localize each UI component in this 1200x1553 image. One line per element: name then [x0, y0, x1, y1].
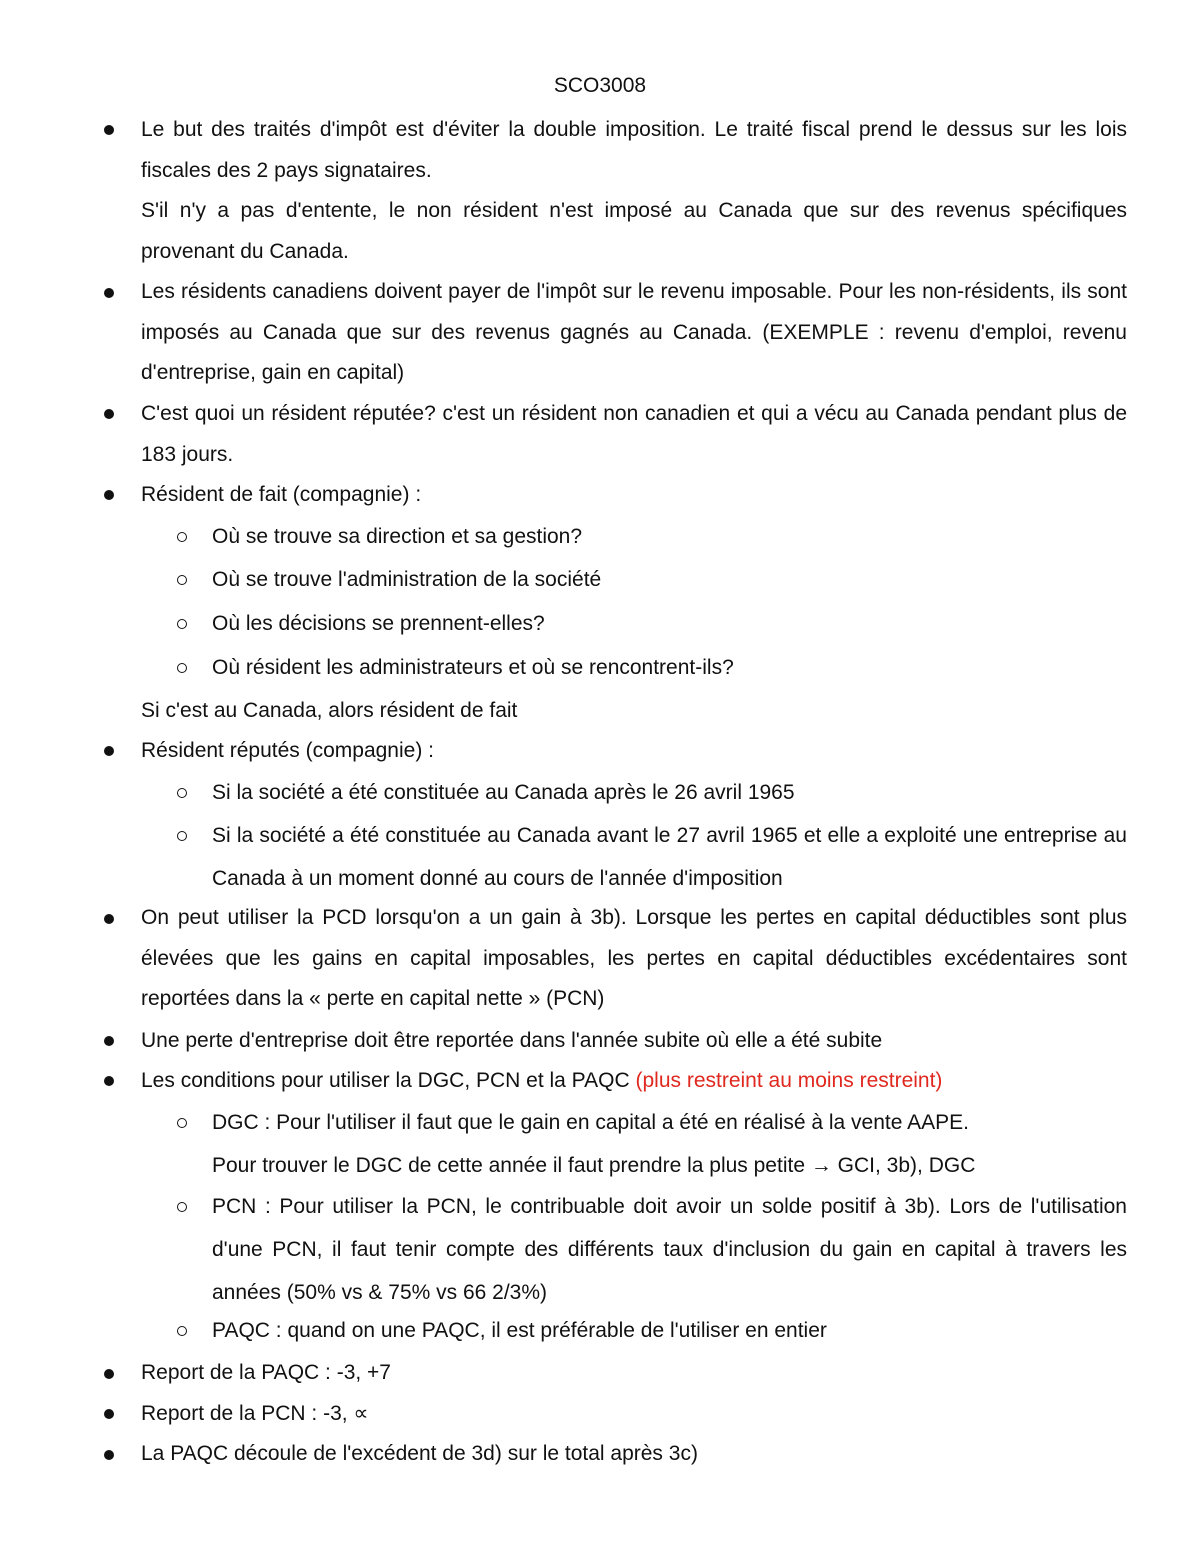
circle-bullet-icon — [177, 1202, 187, 1212]
circle-bullet-icon — [177, 1118, 187, 1128]
sub-list-item: Où les décisions se prennent-elles? — [212, 612, 545, 635]
circle-bullet-icon — [177, 532, 187, 542]
bullet-icon — [104, 490, 114, 500]
bullet-icon — [104, 914, 114, 924]
list-item: Le but des traités d'impôt est d'éviter la double imposition. Le traité fiscal prend le dessus sur les lois fiscales des 2 pays signataires. — [141, 118, 1127, 182]
bullet-icon — [104, 288, 114, 298]
page-title: SCO3008 — [553, 74, 647, 97]
sub-list-item: Si la société a été constituée au Canada avant le 27 avril 1965 et elle a exploité une entreprise au Canada à un moment donné au cours de l'année d'imposition — [212, 824, 1127, 890]
sub-list-item: Où résident les administrateurs et où se rencontrent-ils? — [212, 656, 734, 679]
list-item-continuation: S'il n'y a pas d'entente, le non résident n'est imposé au Canada que sur des revenus spécifiques provenant du Canada. — [141, 199, 1127, 263]
sub-list-item: Où se trouve l'administration de la société — [212, 568, 602, 591]
paragraph: Si c'est au Canada, alors résident de fait — [141, 699, 518, 722]
circle-bullet-icon — [177, 619, 187, 629]
list-item: La PAQC découle de l'excédent de 3d) sur le total après 3c) — [141, 1442, 698, 1465]
sub-list-item: PAQC : quand on une PAQC, il est préférable de l'utiliser en entier — [212, 1319, 827, 1342]
sub-list-item: Si la société a été constituée au Canada après le 26 avril 1965 — [212, 781, 795, 804]
bullet-icon — [104, 1036, 114, 1046]
list-item: Report de la PAQC : -3, +7 — [141, 1361, 391, 1384]
list-item: Une perte d'entreprise doit être reportée dans l'année subite où elle a été subite — [141, 1029, 883, 1052]
sub-list-item: Où se trouve sa direction et sa gestion? — [212, 525, 583, 548]
bullet-icon — [104, 1369, 114, 1379]
list-item: Les résidents canadiens doivent payer de l'impôt sur le revenu imposable. Pour les non-résidents, ils sont imposés au Canada que sur des revenus gagnés au Canada. (EXEMPLE : revenu d'emploi, revenu d'entreprise, gain en capital) — [141, 280, 1127, 385]
circle-bullet-icon — [177, 788, 187, 798]
list-item: C'est quoi un résident réputée? c'est un résident non canadien et qui a vécu au Canada pendant plus de 183 jours. — [141, 402, 1127, 466]
list-item-text: Les conditions pour utiliser la DGC, PCN et la PAQC — [141, 1069, 630, 1092]
highlight-note: (plus restreint au moins restreint) — [635, 1069, 943, 1092]
bullet-icon — [104, 125, 114, 135]
circle-bullet-icon — [177, 575, 187, 585]
bullet-icon — [104, 746, 114, 756]
bullet-icon — [104, 1450, 114, 1460]
list-item: Résident réputés (compagnie) : — [141, 739, 434, 762]
bullet-icon — [104, 1076, 114, 1086]
list-item — [141, 1061, 1127, 1102]
list-item: Report de la PCN : -3, ∝ — [141, 1402, 369, 1425]
list-item: Résident de fait (compagnie) : — [141, 483, 422, 506]
circle-bullet-icon — [177, 831, 187, 841]
circle-bullet-icon — [177, 663, 187, 673]
sub-list-item-continuation: Pour trouver le DGC de cette année il faut prendre la plus petite → GCI, 3b), DGC — [212, 1154, 976, 1177]
bullet-icon — [104, 1409, 114, 1419]
bullet-icon — [104, 409, 114, 419]
sub-list-item: PCN : Pour utiliser la PCN, le contribuable doit avoir un solde positif à 3b). Lors de l'utilisation d'une PCN, il faut tenir compte des différents taux d'inclusion du gain en capital à travers les années (50% vs & 75% vs 66 2/3%) — [212, 1195, 1127, 1304]
list-item: On peut utiliser la PCD lorsqu'on a un gain à 3b). Lorsque les pertes en capital déductibles sont plus élevées que les gains en capital imposables, les pertes en capital déductibles excédentaires sont reportées dans la « perte en capital nette » (PCN) — [141, 906, 1127, 1011]
circle-bullet-icon — [177, 1326, 187, 1336]
sub-list-item: DGC : Pour l'utiliser il faut que le gain en capital a été en réalisé à la vente AAPE. — [212, 1111, 969, 1134]
